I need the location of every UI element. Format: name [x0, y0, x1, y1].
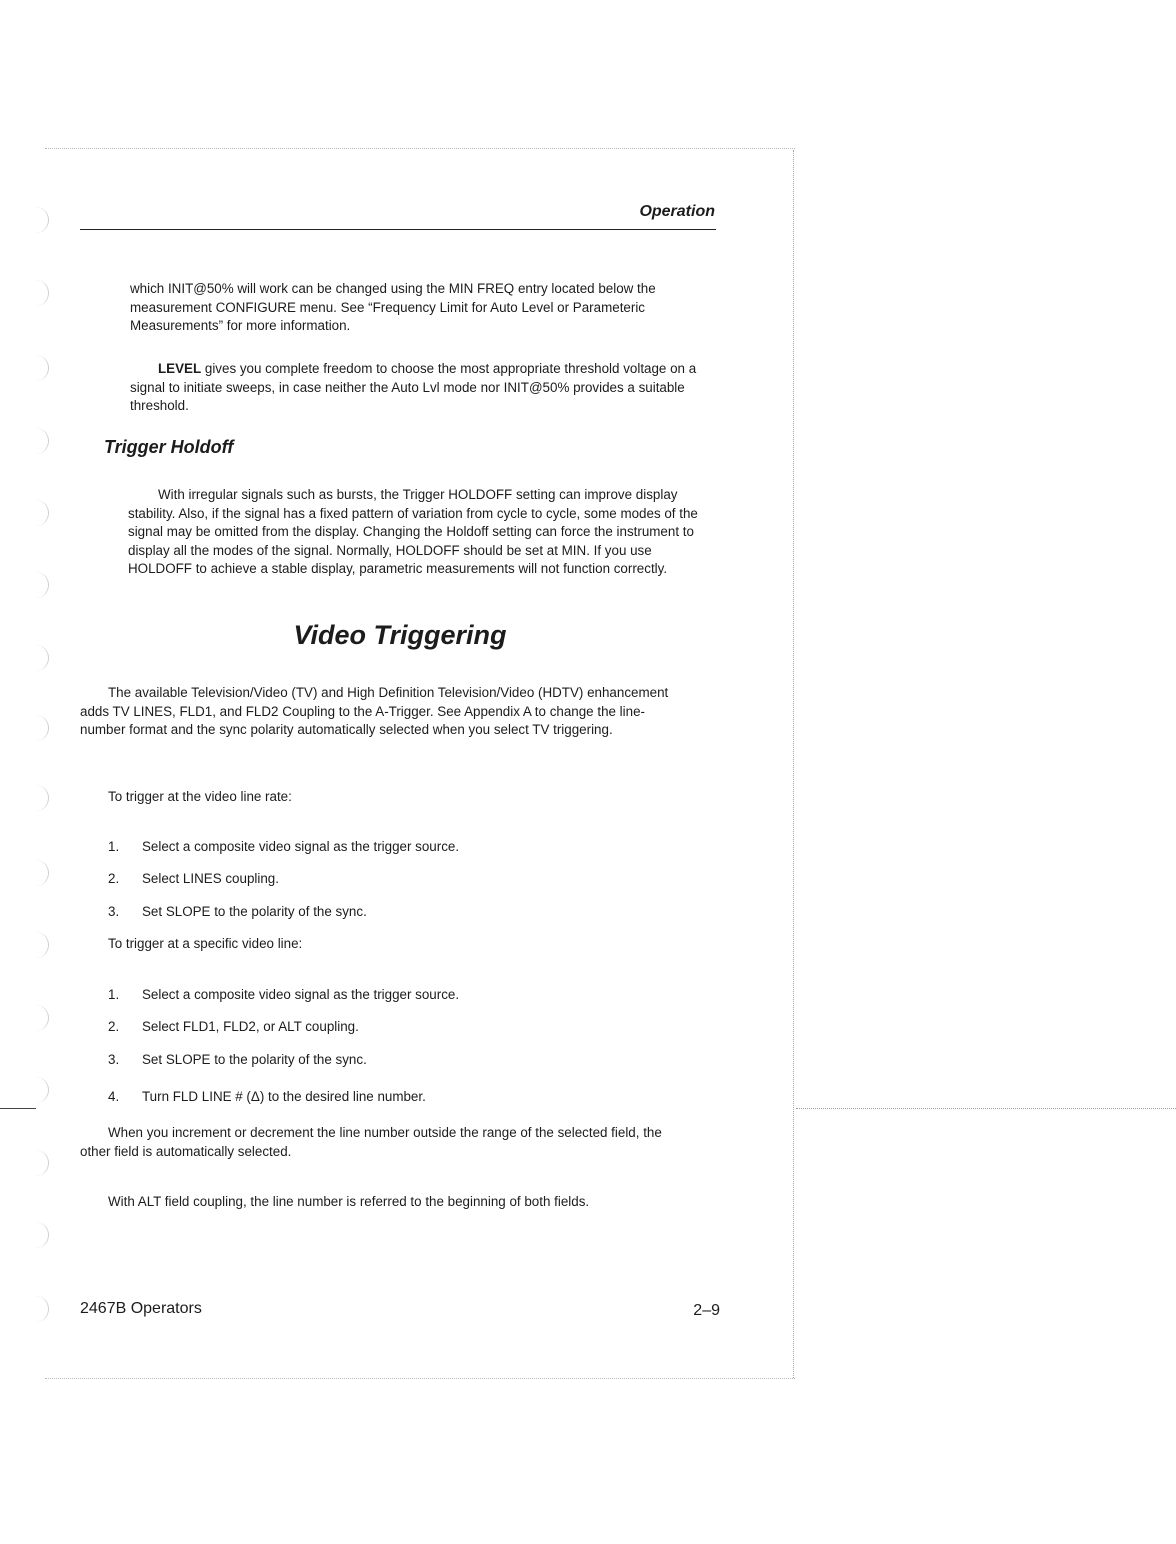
level-keyword: LEVEL — [158, 361, 202, 376]
list-item: 1. Select a composite video signal as the trigger source. — [108, 839, 460, 854]
footer-manual-title: 2467B Operators — [80, 1300, 202, 1317]
binder-hole-mark — [34, 860, 49, 886]
list-item: 4. Turn FLD LINE # (Δ) to the desired line number. — [108, 1089, 426, 1104]
running-header: Operation — [639, 203, 715, 220]
binder-hole-mark — [34, 1296, 49, 1322]
scan-edge-mark-right — [796, 1108, 1176, 1109]
binder-hole-mark — [34, 1005, 49, 1031]
scan-border-top — [45, 148, 795, 149]
binder-hole-mark — [34, 207, 49, 233]
binder-hole-mark — [34, 500, 49, 526]
intro-continued-paragraph: which INIT@50% will work can be changed using the MIN FREQ entry located below the measurement CONFIGURE menu. See “Frequency Limit for Auto Level or Parameteric Measurements” for more information. — [130, 281, 656, 334]
binder-hole-mark — [34, 1222, 49, 1248]
specific-line-intro: To trigger at a specific video line: — [108, 936, 303, 951]
binder-hole-mark — [34, 715, 49, 741]
section-heading-trigger-holdoff: Trigger Holdoff — [104, 437, 234, 457]
scan-border-right — [793, 150, 794, 1378]
alt-coupling-note: With ALT field coupling, the line number is referred to the beginning of both fields. — [108, 1194, 590, 1209]
scan-edge-mark-left — [0, 1108, 36, 1109]
binder-hole-mark — [34, 428, 49, 454]
section-heading-video-triggering: Video Triggering — [293, 620, 507, 650]
line-rate-intro: To trigger at the video line rate: — [108, 789, 292, 804]
holdoff-paragraph: With irregular signals such as bursts, the Trigger HOLDOFF setting can improve display stability. Also, if the signal has a fixed pattern of variation from cycle to cycle, some modes of the signal may be omitted from the display. Changing the Holdoff setting can force the instrument to display all the modes of the signal. Normally, HOLDOFF should be set at MIN. If you use HOLDOFF to achieve a stable display, parametric measurements will not function correctly. — [128, 487, 698, 577]
binder-hole-mark — [34, 1150, 49, 1176]
binder-hole-mark — [34, 785, 49, 811]
binder-hole-mark — [34, 645, 49, 671]
binder-hole-mark — [34, 1077, 49, 1103]
increment-note-paragraph: When you increment or decrement the line number outside the range of the selected field, the other field is automatically selected. — [80, 1125, 662, 1159]
video-intro-paragraph: The available Television/Video (TV) and High Definition Television/Video (HDTV) enhancement adds TV LINES, FLD1, and FLD2 Coupling to the A-Trigger. See Appendix A to change the line-number format and the sync polarity automatically selected when you select TV triggering. — [80, 685, 669, 738]
list-item: 3. Set SLOPE to the polarity of the sync. — [108, 904, 367, 919]
binder-hole-mark — [34, 932, 49, 958]
list-item: 1. Select a composite video signal as the trigger source. — [108, 987, 460, 1002]
level-text: gives you complete freedom to choose the most appropriate threshold voltage on a signal to initiate sweeps, in case neither the Auto Lvl mode nor INIT@50% provides a suitable threshold. — [130, 361, 697, 414]
list-item: 3. Set SLOPE to the polarity of the sync. — [108, 1052, 367, 1067]
scan-border-bottom — [45, 1378, 795, 1379]
list-item: 2. Select LINES coupling. — [108, 871, 279, 886]
list-item: 2. Select FLD1, FLD2, or ALT coupling. — [108, 1019, 359, 1034]
page-number: 2–9 — [693, 1302, 720, 1319]
binder-hole-mark — [34, 572, 49, 598]
level-paragraph — [130, 360, 720, 416]
header-rule — [80, 229, 716, 230]
binder-hole-mark — [34, 280, 49, 306]
binder-hole-mark — [34, 355, 49, 381]
